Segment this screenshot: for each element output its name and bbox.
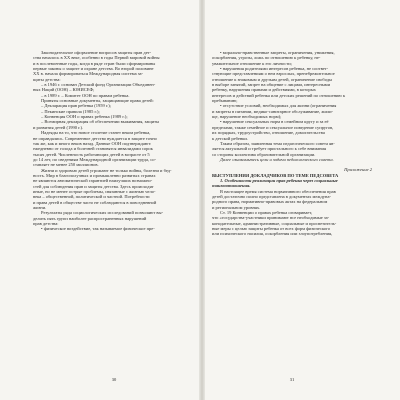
text-line: отношение к знакомым и друзьям детей, ограничение свободы [212,76,333,82]
right-page [212,50,372,388]
left-page [33,50,195,388]
text-line: жизни. [33,204,47,210]
text-line: – Всемирная декларация об обеспечении выживания, защиты [41,119,160,125]
text-line: их порядках, трудоустройство, отношение, домогательства [212,130,325,136]
text-line: Приняты основные документы, защищающие права детей: [41,98,154,104]
text-line: ность. Мир в благополучных и промышленно развитых странах [33,172,156,178]
left-page-number: 30 [111,376,117,382]
text-line: конодательные, административные, социальные и просветитель- [212,220,337,226]
text-line: оскорбления, угрозы, ложь по отношению к ребенку, не- [212,55,321,61]
text-line: и запреты в питании, медико-санитарное обслуживание, жили- [212,108,334,114]
right-page-number: 31 [289,376,295,382]
text-line: или психического насилия, оскорбления или злоупотребления, [212,231,333,237]
text-line: – в 1989 г. – Комитет ООН по правам ребенка. [41,92,130,98]
text-line: в выборе занятий, запрет на общение с лицами, интересными [212,82,331,88]
text-line: – в 1946 г. основан Детский фонд Организации Объединен- [41,82,156,88]
book-gutter [199,0,205,400]
text-line: века – общественной, политической и частной. Потребности [33,194,150,200]
text-line: Ст. 19 Конвенции о правах ребенка оговаривает, [220,209,313,215]
text-line: пределами, также семейное и сексуальное поведение супругов, [212,124,334,130]
text-line: и развития детей (1990 г.). [33,124,84,130]
text-line: тысяч детей. Численность работающих детей в возрасте от 5 [33,151,150,157]
text-line: взаимоотношения. [212,183,251,189]
text-line: ствующие представлениям о нем взрослых, пренебрежительное [212,71,335,77]
text-line: что «государства-участники принимают все необходимые за- [212,215,330,221]
text-line: • нарушение сексуальных норм в семейном кругу и за её [220,119,329,125]
text-line: делить пять групп наиболее распространенных нарушений [33,215,147,221]
text-line: В настоящее время система нормативного обеспечения прав [220,188,336,194]
text-line: – Декларация прав ребенка (1959 г.); [41,103,112,109]
text-line: Таким образом, заявленная тема педагогического совета яв- [220,140,335,146]
text-line: ребенку, нарушения правами и действиями, в которых [212,87,316,93]
text-line: ежедневно от голода и болезней становятся инвалидами сорок [33,146,153,152]
text-line: – Пекинские правила (1985 г.); [41,108,100,114]
text-line: до 14 лет, по сведениям Международной организации труда, со- [33,156,156,162]
text-line: ВЫСТУПЛЕНИЯ ДОКЛАДЧИКОВ ПО ТЕМЕ ПЕДСОВЕТА [212,172,339,178]
text-line: • физическое воздействие, так называемое физическое пре- [41,226,155,232]
text-line: щиты детства: [33,76,61,82]
text-line: Приложение 2 [344,167,372,173]
text-line: ще, нарушение необходимых норм); [212,114,282,120]
text-line: ставляет не менее 250 миллионов. [33,162,99,168]
text-line: прав детства: [33,221,59,226]
text-line: Законодательное оформление вопросов защиты прав дет- [41,50,152,55]
left-page-text [33,50,195,232]
text-line: и в послевоенные годы, когда в ряде стран были сформированы [33,60,156,66]
text-line: XX в. начала формироваться Международная система за- [33,71,143,77]
text-line: родного права, нормативно-правовых актах на федеральном [212,199,328,205]
text-line: так же, как и много веков назад. Данные ООН подтверждают: [33,140,152,146]
text-line: уважительное отношение к его личности; [212,60,292,66]
text-line: 1. Особенности реализации прав ребенка через социальные [220,177,338,183]
text-line: детей достаточно полно представлена в документах междуна- [212,193,331,199]
text-line: со стороны коллектива образовательной организации. [212,151,316,157]
text-line: • нарушения родителями интересов ребенка, не соответ- [220,66,329,72]
text-line: ных Наций (ООН) – ЮНИСЕФ; [33,87,95,93]
text-line: и региональном уровнях. [212,204,261,210]
text-line: ляется актуальной и требует пристального к себе внимания [212,146,327,152]
text-line: Результаты ряда социологических исследований позволяют вы- [41,210,164,216]
text-line: Надеяды на то, что новое столетие станет веком ребенка, [41,130,151,136]
text-line: стей для соблюдения прав и защиты детства. Здесь происходят [33,183,154,189]
text-line: ные меры с целью защиты ребенка от всех форм физического [212,226,331,231]
text-line: ства началось в XX веке, особенно в годы Первой мировой войны [33,55,160,61]
text-line: интересов и действий ребенка или детских решений по отношению к [212,92,346,98]
text-line: пребыванию; [212,98,238,104]
text-line: не оправдались. Современное детство вуждается в защите точно [33,135,157,141]
text-line: Далее ознакомьтесь цели и задачи педагогического совета. [220,156,334,162]
text-line: • морально-нравственные запреты, ограничения, унижения, [220,50,335,55]
text-line: не являются автоматической гарантией наилучших возможно- [33,178,153,184]
text-line: иные, но не менее острые проблемы, связанные с жизнью чело- [33,188,156,194]
text-line: первые законы о защите и охране детства. Во второй половине [33,66,154,72]
text-line: • отсутствие условий, необходимых для жизни (ограничения [220,103,337,109]
text-line: – Конвенция ООН о правах ребенка (1989 г.); [41,114,128,120]
text-line: и права детей в обществе часто не соблюдаются в повседневной [33,199,157,205]
text-line: к детской ребенки. [212,135,248,141]
text-line: Жизни и здоровью детей угрожают не только войны, болезни и бед- [41,167,172,173]
right-page-text [212,50,372,237]
